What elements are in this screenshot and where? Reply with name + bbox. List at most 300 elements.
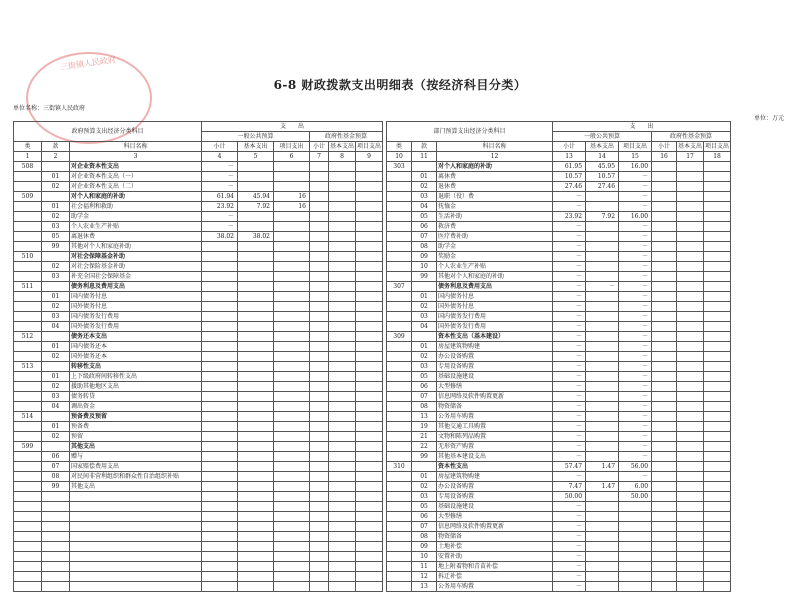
cell-fund-amount [310, 432, 329, 442]
cell-fund-amount [677, 312, 704, 322]
cell-fund-amount [356, 402, 383, 412]
cell-amount: － [553, 422, 586, 432]
cell-amount [238, 502, 274, 512]
cell-fund-amount [329, 552, 356, 562]
cell-amount [586, 342, 619, 352]
cell-kuan: 10 [412, 262, 437, 272]
cell-fund-amount [310, 362, 329, 372]
cell-fund-amount [677, 412, 704, 422]
cell-lei [14, 522, 42, 532]
cell-lei [387, 492, 412, 502]
cell-amount [202, 252, 238, 262]
cell-fund-amount [677, 162, 704, 172]
cell-fund-amount [329, 192, 356, 202]
cell-amount [238, 302, 274, 312]
cell-fund-amount [310, 382, 329, 392]
unit-name: 单位名称：三街镇人民政府 [13, 105, 86, 112]
cell-lei [387, 362, 412, 372]
col-basic: 基本支出 [330, 142, 355, 150]
column-number: 9 [356, 152, 383, 162]
col-name: 科目名称 [437, 142, 553, 152]
cell-amount: 23.92 [202, 202, 238, 212]
cell-fund-amount [329, 172, 356, 182]
cell-kuan [412, 282, 437, 292]
cell-amount: － [553, 252, 586, 262]
cell-amount: 61.95 [553, 162, 586, 172]
cell-name: 国外债务还本 [70, 352, 202, 362]
cell-fund-amount [329, 332, 356, 342]
cell-fund-amount [356, 562, 383, 572]
cell-fund-amount [704, 182, 731, 192]
column-number: 16 [652, 152, 677, 162]
cell-fund-amount [356, 572, 383, 582]
cell-kuan [42, 332, 70, 342]
cell-amount [202, 342, 238, 352]
cell-name: 援助其他地区支出 [70, 382, 202, 392]
cell-amount [274, 512, 310, 522]
cell-amount [274, 322, 310, 332]
cell-lei [387, 482, 412, 492]
cell-name: 国家赔偿费用支出 [70, 462, 202, 472]
cell-amount: 6.00 [619, 482, 652, 492]
cell-amount [274, 442, 310, 452]
cell-kuan: 01 [412, 342, 437, 352]
cell-fund-amount [704, 282, 731, 292]
cell-amount [274, 382, 310, 392]
cell-fund-amount [356, 422, 383, 432]
cell-amount [202, 542, 238, 552]
cell-amount [238, 262, 274, 272]
cell-fund-amount [310, 202, 329, 212]
cell-amount [202, 402, 238, 412]
cell-amount [619, 512, 652, 522]
cell-fund-amount [704, 462, 731, 472]
cell-name: 社会福利和救助 [70, 202, 202, 212]
col-subtotal: 小计 [652, 142, 677, 152]
cell-lei: 303 [387, 162, 412, 172]
col-lei: 类 [14, 142, 42, 152]
cell-fund-amount [329, 312, 356, 322]
table-row [14, 332, 731, 342]
cell-amount [238, 222, 274, 232]
left-gen-budget-header: 一般公共预算 [202, 132, 310, 142]
cell-fund-amount [677, 232, 704, 242]
cell-lei [387, 182, 412, 192]
cell-amount [586, 392, 619, 402]
cell-name: 国内债务发行费用 [437, 312, 553, 322]
column-number: 14 [586, 152, 619, 162]
cell-fund-amount [356, 432, 383, 442]
cell-kuan: 02 [42, 302, 70, 312]
cell-fund-amount [356, 212, 383, 222]
header-row-3 [14, 142, 731, 152]
cell-fund-amount [704, 302, 731, 312]
cell-lei [387, 312, 412, 322]
cell-fund-amount [677, 402, 704, 412]
cell-lei [387, 392, 412, 402]
cell-amount: － [619, 252, 652, 262]
cell-amount: － [619, 442, 652, 452]
cell-amount [274, 492, 310, 502]
cell-kuan: 08 [412, 242, 437, 252]
cell-amount [274, 352, 310, 362]
cell-name: 债务转贷 [70, 392, 202, 402]
table-row [14, 282, 731, 292]
cell-name [70, 582, 202, 592]
cell-kuan: 01 [412, 472, 437, 482]
cell-amount: － [619, 202, 652, 212]
cell-amount [586, 552, 619, 562]
cell-amount [586, 242, 619, 252]
column-number: 3 [70, 152, 202, 162]
cell-amount [619, 502, 652, 512]
cell-amount [619, 542, 652, 552]
table-row [14, 172, 731, 182]
cell-fund-amount [652, 252, 677, 262]
cell-amount [586, 272, 619, 282]
cell-name: 对企业资本性支出（二） [70, 182, 202, 192]
cell-fund-amount [677, 182, 704, 192]
cell-amount: － [553, 472, 586, 482]
cell-amount: 16 [274, 192, 310, 202]
cell-fund-amount [329, 202, 356, 212]
cell-amount: － [553, 322, 586, 332]
cell-fund-amount [329, 252, 356, 262]
cell-fund-amount [356, 302, 383, 312]
table-row [14, 242, 731, 252]
cell-amount [202, 332, 238, 342]
cell-fund-amount [329, 392, 356, 402]
cell-fund-amount [677, 252, 704, 262]
cell-amount [202, 472, 238, 482]
cell-fund-amount [310, 192, 329, 202]
cell-fund-amount [704, 502, 731, 512]
cell-amount [619, 582, 652, 592]
table-row [14, 392, 731, 402]
table-row [14, 402, 731, 412]
cell-amount: － [619, 372, 652, 382]
cell-fund-amount [310, 172, 329, 182]
cell-name [70, 522, 202, 532]
cell-name: 无形资产购置 [437, 442, 553, 452]
cell-fund-amount [329, 452, 356, 462]
cell-fund-amount [704, 212, 731, 222]
cell-amount [238, 512, 274, 522]
cell-fund-amount [704, 582, 731, 592]
cell-amount: － [619, 332, 652, 342]
cell-lei [387, 192, 412, 202]
cell-amount [238, 572, 274, 582]
cell-fund-amount [310, 502, 329, 512]
cell-amount [202, 582, 238, 592]
cell-kuan: 03 [412, 362, 437, 372]
cell-name: 信息网络及软件购置更新 [437, 522, 553, 532]
cell-amount: 7.47 [553, 482, 586, 492]
cell-amount [238, 462, 274, 472]
cell-lei [14, 472, 42, 482]
table-row [14, 222, 731, 232]
cell-name: 专用设备购置 [437, 362, 553, 372]
cell-kuan: 04 [412, 202, 437, 212]
table-row [14, 212, 731, 222]
cell-amount: － [619, 472, 652, 482]
cell-kuan: 07 [412, 392, 437, 402]
cell-amount [238, 292, 274, 302]
cell-amount: － [553, 532, 586, 542]
table-row [14, 202, 731, 212]
table-row [14, 352, 731, 362]
cell-fund-amount [356, 292, 383, 302]
cell-fund-amount [310, 422, 329, 432]
cell-fund-amount [704, 382, 731, 392]
cell-fund-amount [356, 512, 383, 522]
cell-lei: 510 [14, 252, 42, 262]
cell-kuan: 07 [42, 462, 70, 472]
cell-fund-amount [677, 522, 704, 532]
cell-amount: － [553, 432, 586, 442]
cell-fund-amount [677, 482, 704, 492]
cell-fund-amount [704, 412, 731, 422]
cell-name: 国内债务还本 [70, 342, 202, 352]
cell-fund-amount [356, 532, 383, 542]
cell-lei [14, 582, 42, 592]
cell-lei [387, 452, 412, 462]
cell-kuan [42, 252, 70, 262]
cell-amount: － [553, 272, 586, 282]
cell-name: 预留 [70, 432, 202, 442]
cell-fund-amount [677, 382, 704, 392]
cell-fund-amount [704, 342, 731, 352]
cell-amount: － [553, 382, 586, 392]
cell-amount [202, 322, 238, 332]
cell-fund-amount [310, 532, 329, 542]
column-number: 10 [387, 152, 412, 162]
cell-amount: 50.00 [619, 492, 652, 502]
cell-fund-amount [329, 302, 356, 312]
cell-name: 离休费 [437, 172, 553, 182]
table-row [14, 462, 731, 472]
cell-fund-amount [310, 242, 329, 252]
cell-fund-amount [356, 342, 383, 352]
cell-fund-amount [677, 452, 704, 462]
cell-fund-amount [310, 162, 329, 172]
cell-fund-amount [704, 402, 731, 412]
cell-name: 退休费 [437, 182, 553, 192]
cell-name: 房屋建筑物购建 [437, 472, 553, 482]
cell-fund-amount [356, 332, 383, 342]
column-number-row [14, 152, 731, 162]
cell-kuan: 07 [412, 522, 437, 532]
cell-lei [14, 352, 42, 362]
cell-amount [274, 422, 310, 432]
cell-amount [619, 572, 652, 582]
cell-name: 转移性支出 [70, 362, 202, 372]
cell-name: 医疗费补助 [437, 232, 553, 242]
cell-fund-amount [310, 482, 329, 492]
table-row [14, 262, 731, 272]
cell-amount [586, 382, 619, 392]
table-row [14, 562, 731, 572]
cell-amount: － [202, 162, 238, 172]
cell-fund-amount [329, 342, 356, 352]
cell-fund-amount [329, 402, 356, 412]
cell-name: 救济费 [437, 222, 553, 232]
cell-amount [586, 332, 619, 342]
cell-amount [202, 452, 238, 462]
cell-name: 房屋建筑物购建 [437, 342, 553, 352]
cell-amount [586, 372, 619, 382]
cell-amount [202, 242, 238, 252]
cell-name: 生活补助 [437, 212, 553, 222]
cell-amount [274, 332, 310, 342]
right-gen-budget-header: 一般公共预算 [553, 132, 652, 142]
cell-name: 国外债务发行费用 [70, 322, 202, 332]
cell-amount: 10.57 [553, 172, 586, 182]
cell-lei [387, 222, 412, 232]
cell-amount: 27.46 [553, 182, 586, 192]
cell-fund-amount [329, 262, 356, 272]
cell-fund-amount [356, 522, 383, 532]
table-row [14, 322, 731, 332]
cell-lei: 310 [387, 462, 412, 472]
cell-amount: － [553, 372, 586, 382]
cell-amount: － [202, 222, 238, 232]
cell-amount [238, 312, 274, 322]
table-row [14, 412, 731, 422]
column-number: 13 [553, 152, 586, 162]
cell-amount: － [553, 192, 586, 202]
cell-amount [202, 462, 238, 472]
cell-amount [238, 402, 274, 412]
cell-amount: － [619, 382, 652, 392]
cell-lei [14, 302, 42, 312]
cell-fund-amount [704, 292, 731, 302]
cell-amount [586, 252, 619, 262]
cell-kuan: 01 [42, 422, 70, 432]
cell-kuan: 22 [412, 442, 437, 452]
cell-fund-amount [677, 302, 704, 312]
cell-kuan: 06 [412, 382, 437, 392]
cell-fund-amount [677, 462, 704, 472]
cell-fund-amount [329, 242, 356, 252]
table-row [14, 542, 731, 552]
cell-fund-amount [652, 482, 677, 492]
cell-lei [14, 452, 42, 462]
cell-fund-amount [652, 442, 677, 452]
cell-amount: 1.47 [586, 482, 619, 492]
cell-fund-amount [652, 542, 677, 552]
col-lei: 类 [387, 142, 412, 152]
table-row [14, 362, 731, 372]
cell-name: 债务利息及费用支出 [70, 282, 202, 292]
cell-lei [14, 552, 42, 562]
table-row [14, 382, 731, 392]
table-row [14, 292, 731, 302]
cell-fund-amount [329, 422, 356, 432]
cell-lei: 508 [14, 162, 42, 172]
cell-amount: － [619, 452, 652, 462]
cell-amount [586, 302, 619, 312]
cell-fund-amount [704, 562, 731, 572]
cell-amount [238, 482, 274, 492]
cell-fund-amount [704, 222, 731, 232]
cell-fund-amount [677, 372, 704, 382]
table-row [14, 372, 731, 382]
cell-amount: － [553, 512, 586, 522]
col-basic: 基本支出 [238, 142, 274, 152]
cell-amount: 50.00 [553, 492, 586, 502]
cell-amount: － [553, 562, 586, 572]
cell-fund-amount [677, 172, 704, 182]
cell-amount [586, 322, 619, 332]
cell-lei [387, 412, 412, 422]
cell-kuan [42, 412, 70, 422]
table-row [14, 582, 731, 592]
cell-fund-amount [310, 452, 329, 462]
cell-amount [586, 362, 619, 372]
cell-amount [586, 512, 619, 522]
cell-kuan: 01 [42, 372, 70, 382]
table-row [14, 342, 731, 352]
cell-fund-amount [356, 272, 383, 282]
cell-fund-amount [652, 432, 677, 442]
cell-fund-amount [356, 372, 383, 382]
cell-name: 对民间非营利组织和群众性自治组织补贴 [70, 472, 202, 482]
cell-name: 物资储备 [437, 532, 553, 542]
cell-name: 资本性支出 [437, 462, 553, 472]
cell-amount [238, 352, 274, 362]
cell-fund-amount [329, 572, 356, 582]
cell-fund-amount [310, 252, 329, 262]
cell-amount [274, 392, 310, 402]
cell-amount [274, 172, 310, 182]
column-number: 5 [238, 152, 274, 162]
cell-kuan: 09 [412, 542, 437, 552]
cell-fund-amount [356, 452, 383, 462]
cell-name: 拆迁补偿 [437, 572, 553, 582]
cell-amount [586, 442, 619, 452]
cell-amount [238, 272, 274, 282]
cell-lei [387, 322, 412, 332]
cell-name: 国内债务发行费用 [70, 312, 202, 322]
cell-amount: 57.47 [553, 462, 586, 472]
cell-amount: － [553, 452, 586, 462]
cell-amount: － [553, 362, 586, 372]
cell-fund-amount [677, 272, 704, 282]
cell-fund-amount [356, 282, 383, 292]
cell-lei [14, 432, 42, 442]
cell-kuan: 03 [412, 312, 437, 322]
cell-amount [586, 562, 619, 572]
cell-fund-amount [356, 382, 383, 392]
cell-amount [238, 412, 274, 422]
cell-amount: － [553, 542, 586, 552]
cell-fund-amount [677, 532, 704, 542]
cell-fund-amount [704, 332, 731, 342]
cell-kuan: 01 [42, 202, 70, 212]
cell-fund-amount [329, 532, 356, 542]
cell-lei [387, 262, 412, 272]
cell-lei [387, 242, 412, 252]
table-row [14, 302, 731, 312]
cell-kuan: 04 [412, 322, 437, 332]
cell-name: 物资储备 [437, 402, 553, 412]
cell-amount: － [202, 212, 238, 222]
cell-fund-amount [329, 272, 356, 282]
cell-lei [387, 302, 412, 312]
cell-name: 对社会保险基金补助 [70, 262, 202, 272]
cell-name [70, 552, 202, 562]
